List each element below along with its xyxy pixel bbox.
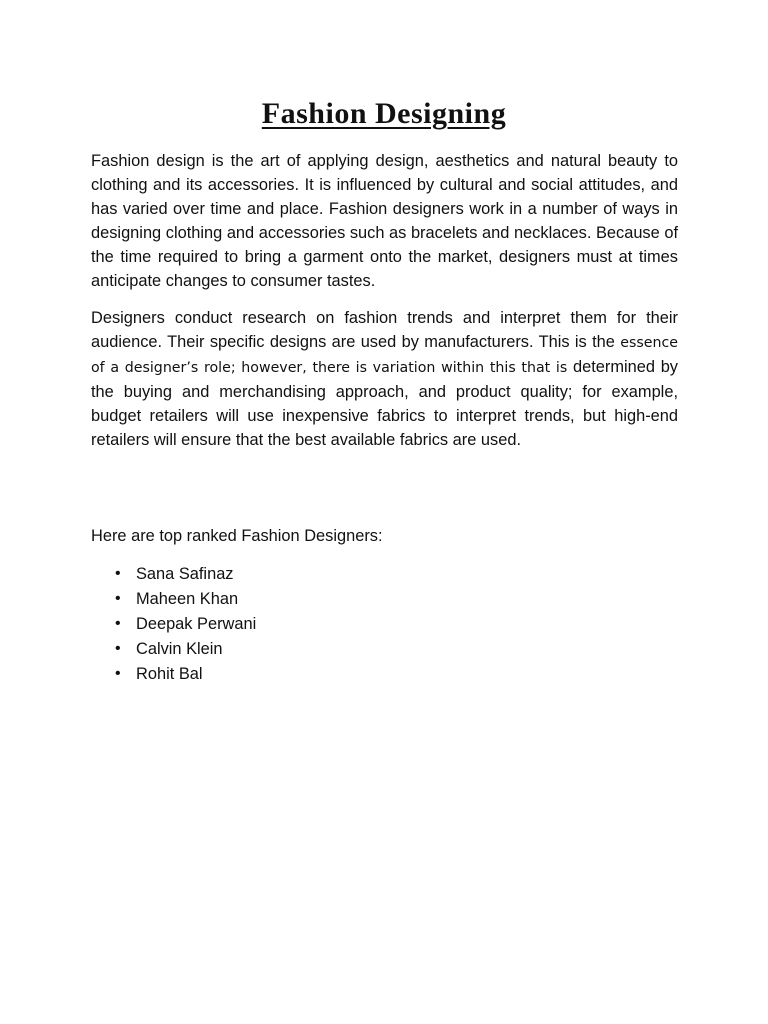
designer-name: Maheen Khan [136, 589, 239, 608]
bullet-icon: • [115, 589, 121, 607]
paragraph-segment-alt-font: essence of a designer’s role; however, there is variation within this that is [91, 334, 678, 376]
bullet-icon: • [115, 614, 121, 632]
list-item [115, 662, 256, 687]
bullet-icon: • [115, 664, 121, 682]
designer-list [115, 562, 256, 687]
paragraph-segment: determined by the buying and merchandising approach, and product quality; for example, budget retailers will use inexpensive fabrics to interpret trends, but high-end retailers will ensure that the best available fabrics are used. [91, 357, 679, 449]
paragraph-designers-role [91, 307, 678, 452]
bullet-icon: • [115, 565, 121, 582]
paragraph-intro: Fashion design is the art of applying design, aesthetics and natural beauty to clothing and its accessories. It is influenced by cultural and social attitudes, and has varied over time and place. Fashion designers work in a number of ways in designing clothing and accessories such as bracelets and necklaces. Because of the time required to bring a garment onto the market, designers must at times anticipate changes to consumer tastes. [91, 152, 678, 290]
bullet-icon: • [115, 639, 121, 657]
list-item [115, 587, 256, 612]
list-item [115, 562, 256, 587]
paragraph-segment: Designers conduct research on fashion trends and interpret them for their audience. Their specific designs are used by manufacturers. This is the [91, 309, 678, 351]
designer-name: Calvin Klein [136, 639, 223, 658]
designer-name: Deepak Perwani [136, 614, 257, 633]
document-title: Fashion Designing [261, 97, 507, 130]
designer-name: Rohit Bal [136, 664, 203, 683]
designer-name: Sana Safinaz [136, 565, 234, 583]
list-intro: Here are top ranked Fashion Designers: [91, 527, 383, 545]
list-item [115, 612, 256, 637]
list-item [115, 637, 256, 662]
